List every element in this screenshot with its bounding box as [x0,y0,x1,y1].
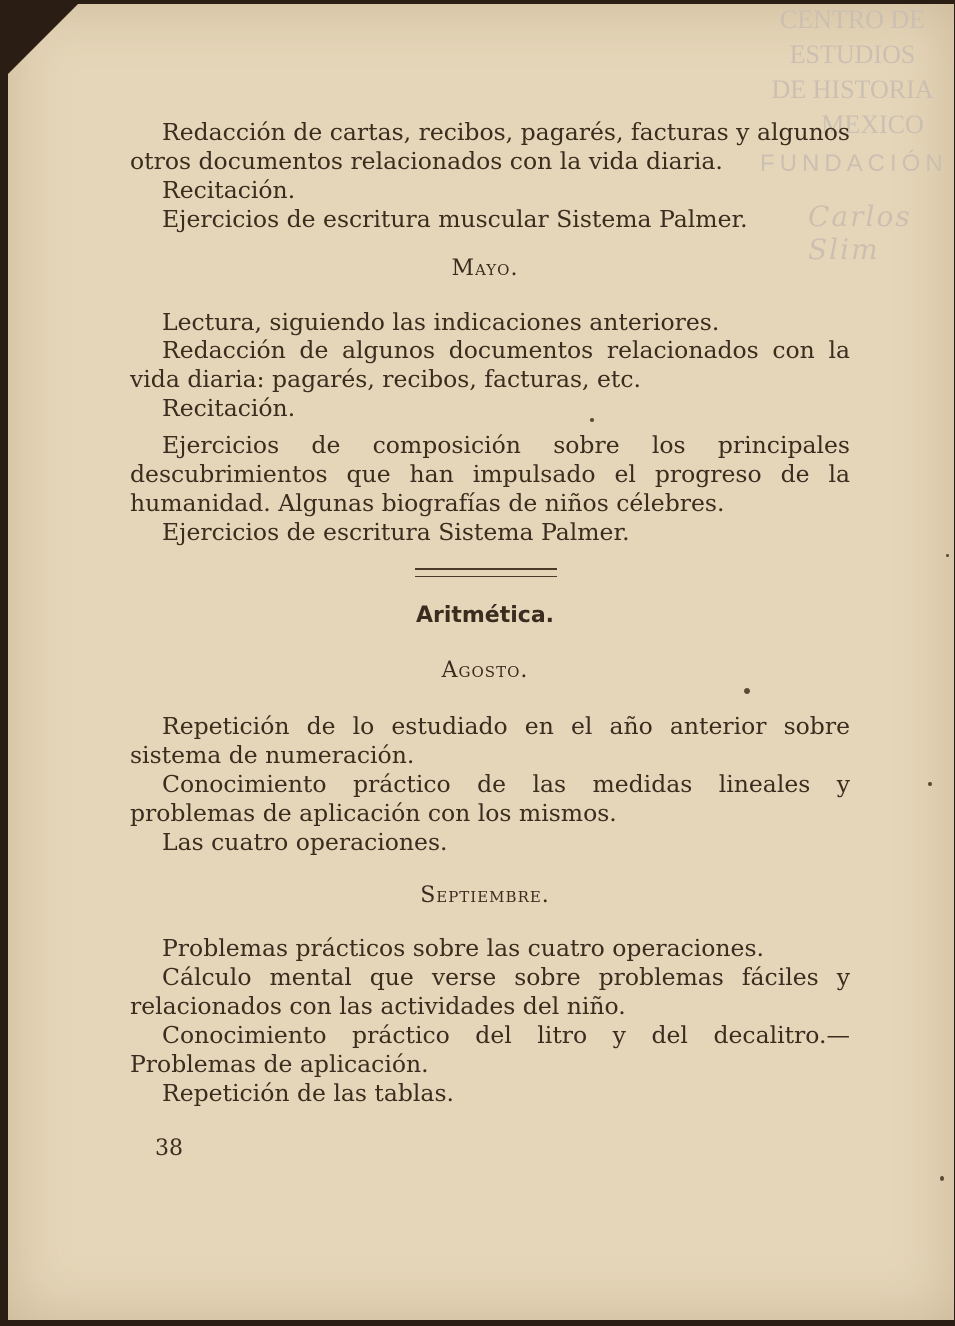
paragraph: Conocimiento práctico de las medidas lineales y problemas de aplicación con los mismos. [130,770,850,827]
paper-speck [744,688,750,694]
paragraph: Repetición de lo estudiado en el año anterior sobre sistema de numeración. [130,712,850,769]
watermark-line: CENTRO DE [779,5,926,34]
paper-speck [590,418,594,422]
watermark-line: ESTUDIOS [789,40,916,69]
month-heading-mayo: Mayo. [451,256,519,281]
month-heading-agosto: Agosto. [441,658,529,683]
paper-speck [940,1176,944,1181]
paragraph: Recitación. [162,394,296,422]
month-heading-septiembre: Septiembre. [420,883,550,908]
paragraph: Redacción de cartas, recibos, pagarés, facturas y algunos otros documentos relacionados con la vida diaria. [130,118,850,175]
torn-corner [8,4,78,74]
paper-speck [946,554,949,557]
section-divider [415,568,557,577]
paragraph: Problemas prácticos sobre las cuatro operaciones. [162,934,764,962]
paragraph: Cálculo mental que verse sobre problemas fáciles y relacionados con las actividades del niño. [130,963,850,1020]
watermark-signature: Carlos Slim [808,200,912,266]
paragraph: Recitación. [162,176,296,204]
paper-speck [928,782,932,786]
paragraph: Lectura, siguiendo las indicaciones anteriores. [162,308,720,336]
paragraph: Las cuatro operaciones. [162,828,448,856]
paragraph: Repetición de las tablas. [162,1079,454,1107]
watermark-line: MEXICO [821,110,924,139]
paragraph: Ejercicios de escritura muscular Sistema Palmer. [162,205,748,233]
watermark-foundation: FUNDACIÓN [760,150,948,177]
paragraph: Conocimiento práctico del litro y del decalitro.—Problemas de aplicación. [130,1021,850,1078]
paragraph: Ejercicios de escritura Sistema Palmer. [162,518,630,546]
section-title-aritmetica: Aritmética. [415,603,555,628]
paragraph: Ejercicios de composición sobre los principales descubrimientos que han impulsado el progreso de la humanidad. Algunas biografías de niños célebres. [130,431,850,517]
watermark-line: DE HISTORIA [771,75,934,104]
paragraph: Redacción de algunos documentos relacionados con la vida diaria: pagarés, recibos, facturas, etc. [130,336,850,393]
page-number: 38 [155,1136,183,1161]
